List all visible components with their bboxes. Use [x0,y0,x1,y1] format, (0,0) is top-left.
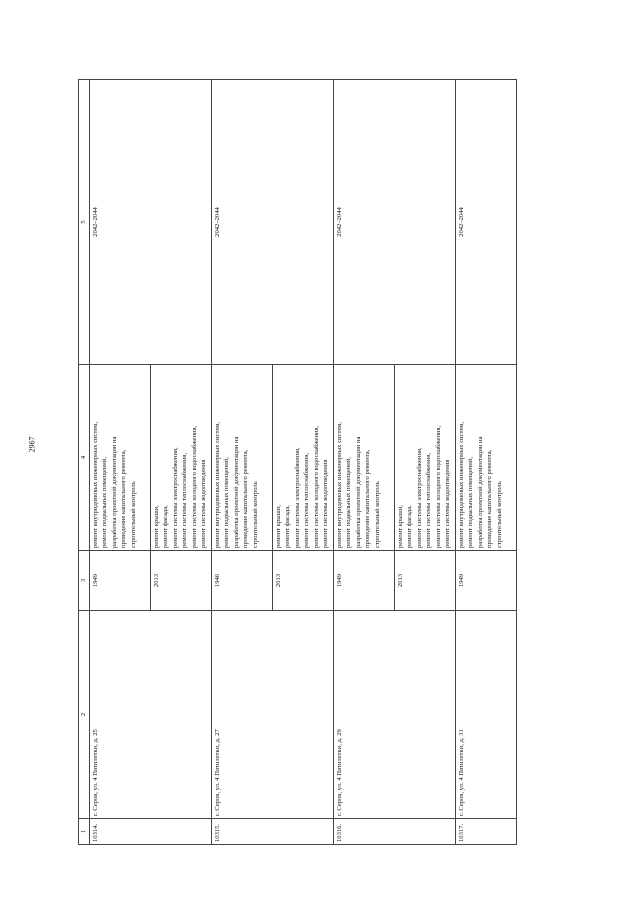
record-address: г. Серов, ул. 4 Пятилетки, д. 25 [90,611,212,819]
repair-schedule-table [78,79,517,845]
work-item: ремонт фасада, [284,505,292,548]
header-col-3: 3 [79,551,90,611]
repair-period: 2042–2044 [90,80,212,365]
record-address: г. Серов, ул. 4 Пятилетки, д. 31 [456,611,517,819]
work-item: ремонт системы теплоснабжения, [181,453,189,548]
work-item: ремонт системы электроснабжения, [171,447,179,548]
rotated-table-wrapper [78,80,574,845]
repair-period: 2042–2044 [334,80,456,365]
work-item: строительный контроль [251,481,259,548]
work-item: разработка проектной документации на [476,436,484,548]
work-item: разработка проектной документации на [110,436,118,548]
page-number: 2967 [27,436,37,453]
work-item: ремонт внутридомовых инженерных систем, [214,421,221,548]
work-item: ремонт крыши, [397,505,404,548]
repair-period: 2042–2044 [456,80,517,365]
header-col-4: 4 [79,365,90,551]
table-row [334,80,395,845]
work-item: ремонт подвальных помещений, [345,457,353,548]
work-item: ремонт системы холодного водоснабжения, [434,425,442,548]
work-item: ремонт фасада, [162,505,170,548]
work-item: строительный контроль [373,481,381,548]
record-number: 10314. [90,819,212,845]
work-item: проведение капитального ремонта, [364,449,372,548]
work-item: ремонт системы теплоснабжения, [303,453,311,548]
work-item: проведение капитального ремонта, [486,449,494,548]
work-item: ремонт внутридомовых инженерных систем, [336,421,343,548]
work-item: ремонт подвальных помещений, [101,457,109,548]
work-item: ремонт фасада, [406,505,414,548]
work-item: ремонт подвальных помещений, [467,457,475,548]
work-item: ремонт системы электроснабжения, [293,447,301,548]
work-item: проведение капитального ремонта, [242,449,250,548]
work-item: ремонт подвальных помещений, [223,457,231,548]
record-address: г. Серов, ул. 4 Пятилетки, д. 27 [212,611,334,819]
commissioning-year: 1949 [456,551,517,611]
header-col-1: 1 [79,819,90,845]
work-item: строительный контроль [495,481,503,548]
header-col-5: 5 [79,80,90,365]
work-item: ремонт внутридомовых инженерных систем, [458,421,465,548]
record-number: 10317. [456,819,517,845]
commissioning-year: 2013 [395,551,456,611]
commissioning-year: 2013 [273,551,334,611]
works-list [395,365,456,551]
table-row [456,80,517,845]
work-item: ремонт системы водоотведения [200,459,208,548]
record-address: г. Серов, ул. 4 Пятилетки, д. 29 [334,611,456,819]
work-item: ремонт крыши, [153,505,160,548]
table-header-row [79,80,90,845]
work-item: ремонт системы водоотведения [322,459,330,548]
work-item: ремонт системы электроснабжения, [415,447,423,548]
table-body [90,80,517,845]
work-item: разработка проектной документации на [232,436,240,548]
work-item: ремонт внутридомовых инженерных систем, [92,421,99,548]
commissioning-year: 1946 [212,551,273,611]
record-number: 10315. [212,819,334,845]
work-item: ремонт системы теплоснабжения, [425,453,433,548]
work-item: строительный контроль [129,481,137,548]
repair-period: 2042–2044 [212,80,334,365]
works-list [273,365,334,551]
works-list [151,365,212,551]
works-list [212,365,273,551]
commissioning-year: 2013 [151,551,212,611]
work-item: ремонт крыши, [275,505,282,548]
commissioning-year: 1949 [90,551,151,611]
table-row [212,80,273,845]
work-item: разработка проектной документации на [354,436,362,548]
works-list [334,365,395,551]
works-list [90,365,151,551]
work-item: ремонт системы холодного водоснабжения, [190,425,198,548]
header-col-2: 2 [79,611,90,819]
works-list [456,365,517,551]
work-item: проведение капитального ремонта, [120,449,128,548]
record-number: 10316. [334,819,456,845]
table-row [90,80,151,845]
commissioning-year: 1949 [334,551,395,611]
work-item: ремонт системы холодного водоснабжения, [312,425,320,548]
work-item: ремонт системы водоотведения [444,459,452,548]
